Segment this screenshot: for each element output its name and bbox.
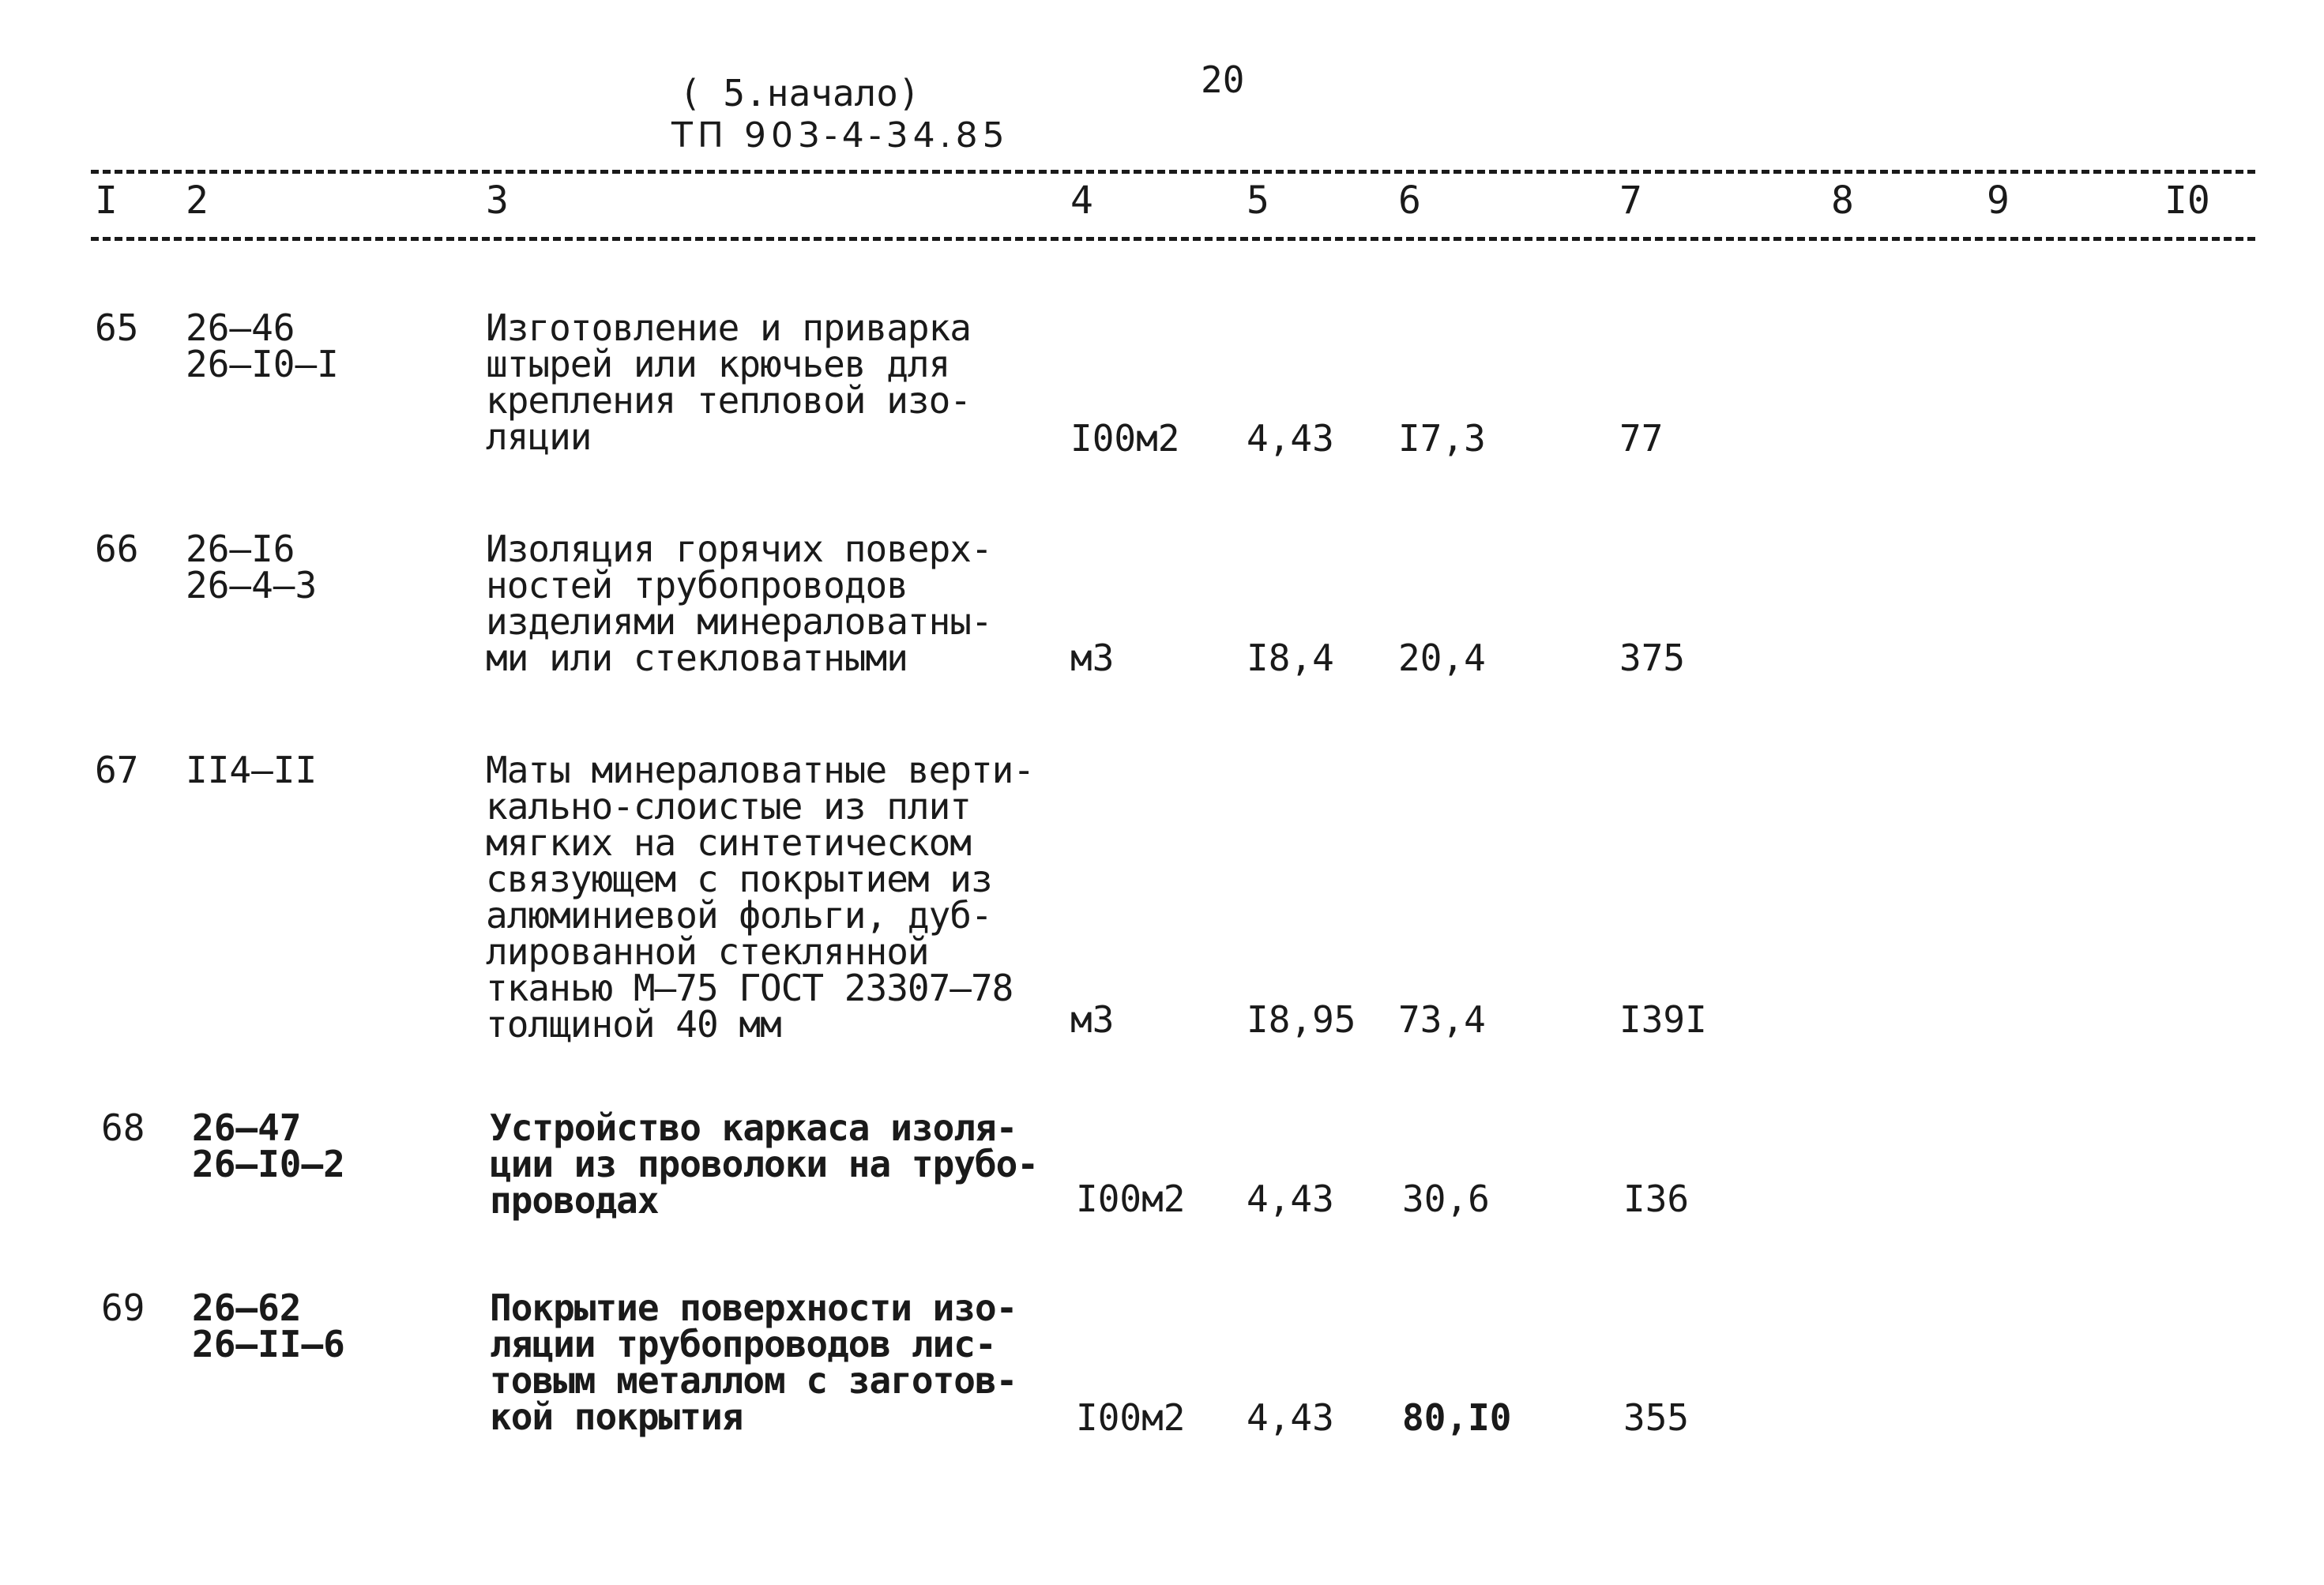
row-description: Изоляция горячих поверх- ностей трубопроводов изделиями минераловатны- ми или стекловатными <box>486 528 992 679</box>
column-number-10: I0 <box>2164 178 2210 223</box>
row-quantity: 4,43 <box>1247 1177 1334 1220</box>
row-code: 26–62 26–II–6 <box>192 1286 345 1365</box>
row-description: Устройство каркаса изоля- ции из проволоки на трубо- проводах <box>490 1106 1039 1222</box>
row-number: 65 <box>95 306 139 349</box>
row-total: 375 <box>1619 637 1686 679</box>
row-code: 26–46 26–I0–I <box>186 306 339 385</box>
row-unit: I00м2 <box>1076 1177 1186 1220</box>
column-number-6: 6 <box>1398 178 1421 223</box>
row-unit: м3 <box>1070 637 1115 679</box>
row-number: 66 <box>95 528 139 570</box>
column-number-5: 5 <box>1247 178 1269 223</box>
column-number-1: I <box>95 178 118 223</box>
row-unit: м3 <box>1070 998 1115 1041</box>
column-number-4: 4 <box>1070 178 1093 223</box>
column-number-9: 9 <box>1987 178 2010 223</box>
row-quantity: I8,4 <box>1247 637 1334 679</box>
column-number-2: 2 <box>186 178 209 223</box>
header-rule-bottom <box>91 237 2255 241</box>
row-unit-price: I7,3 <box>1398 417 1486 460</box>
row-unit-price: 30,6 <box>1402 1177 1490 1220</box>
row-unit: I00м2 <box>1070 417 1180 460</box>
doc-code: ТП 903-4-34.85 <box>671 115 1010 156</box>
page-number: 20 <box>1201 58 1245 101</box>
header-rule-top <box>91 170 2255 174</box>
row-total: 355 <box>1623 1396 1690 1439</box>
row-description: Маты минераловатные верти- кально-слоистые из плит мягких на синтетическом связующем с покрытием из алюминиевой фольги, дуб- лированной стеклянной тканью М–75 ГОСТ 23307–78 толщиной 40 мм <box>486 749 1035 1046</box>
row-number: 69 <box>101 1286 145 1329</box>
row-total: 77 <box>1619 417 1664 460</box>
row-total: I36 <box>1623 1177 1690 1220</box>
row-number: 68 <box>101 1106 145 1149</box>
column-number-3: 3 <box>486 178 509 223</box>
row-code: 26–47 26–I0–2 <box>192 1106 345 1185</box>
row-description: Покрытие поверхности изо- ляции трубопроводов лис- товым металлом с заготов- кой покрытия <box>490 1286 1017 1438</box>
continuation-label: ( 5.начало) <box>679 72 920 115</box>
row-unit: I00м2 <box>1076 1396 1186 1439</box>
row-code: 26–I6 26–4–3 <box>186 528 318 607</box>
row-quantity: 4,43 <box>1247 417 1334 460</box>
row-quantity: 4,43 <box>1247 1396 1334 1439</box>
column-number-7: 7 <box>1619 178 1642 223</box>
row-unit-price: 80,I0 <box>1402 1396 1512 1439</box>
row-total: I39I <box>1619 998 1707 1041</box>
row-number: 67 <box>95 749 139 791</box>
row-description: Изготовление и приварка штырей или крючьев для крепления тепловой изо- ляции <box>486 306 971 458</box>
row-unit-price: 73,4 <box>1398 998 1486 1041</box>
row-code: II4–II <box>186 749 318 791</box>
row-unit-price: 20,4 <box>1398 637 1486 679</box>
row-quantity: I8,95 <box>1247 998 1356 1041</box>
column-number-8: 8 <box>1831 178 1854 223</box>
